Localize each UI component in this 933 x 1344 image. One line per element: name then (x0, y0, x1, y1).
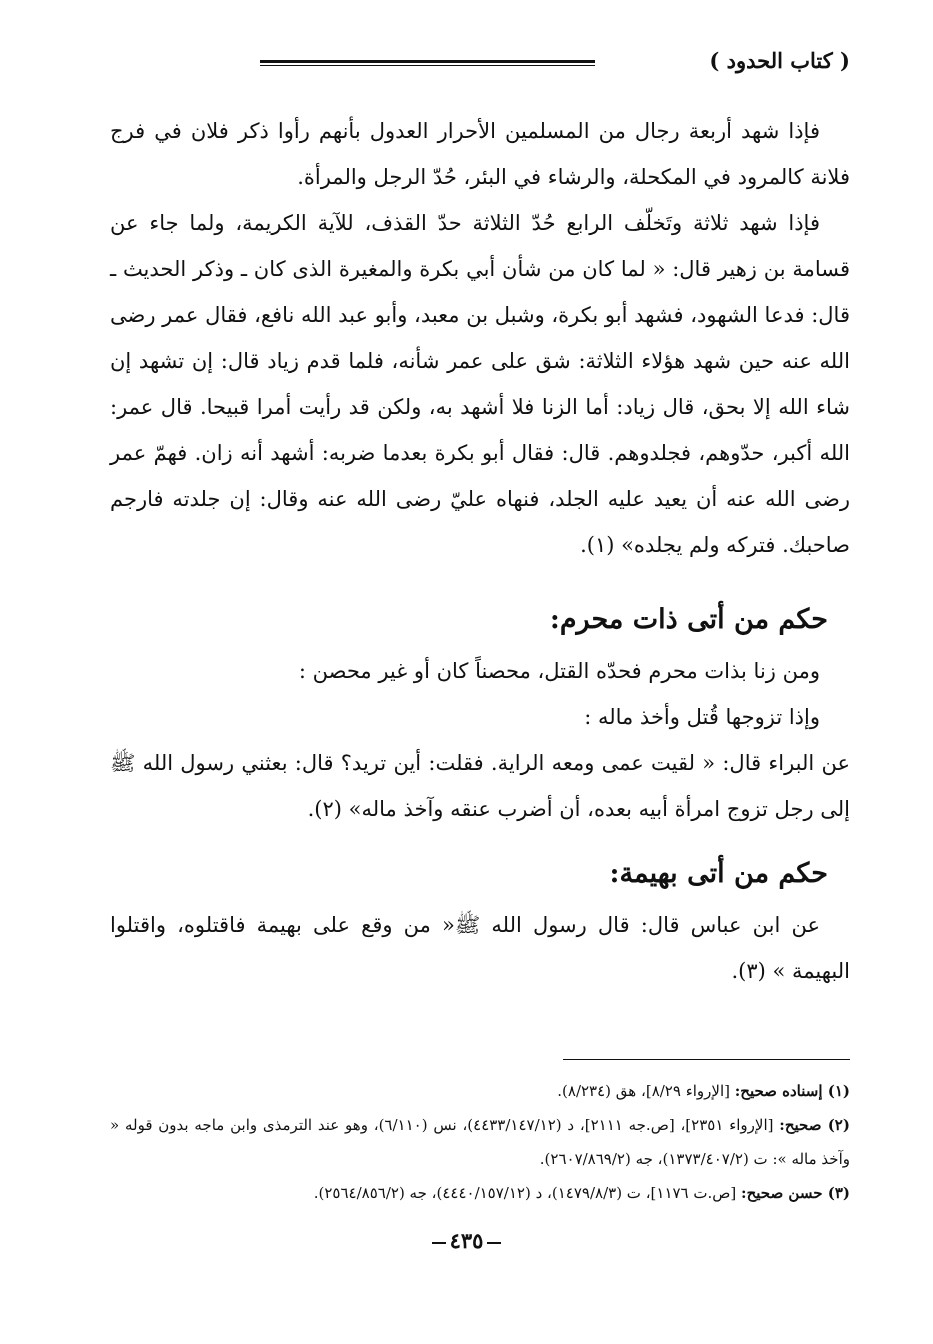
main-text (110, 108, 850, 994)
footnote-label: (٢) صحيح: (779, 1116, 850, 1134)
page-number-dash (432, 1242, 446, 1244)
footnote-text: [الإرواء ٨/٢٩]، هق (٨/٢٣٤). (557, 1082, 735, 1100)
footnote-3 (110, 1176, 850, 1210)
footnote-label: (٣) حسن صحيح: (741, 1184, 850, 1202)
footnote-separator (563, 1059, 850, 1060)
section-heading-dhat-mahram: حكم من أتى ذات محرم: (549, 604, 828, 635)
spacer (110, 832, 850, 846)
page-number-dash (487, 1242, 501, 1244)
footnote-text: [ص.ت ١١٧٦]، ت (١٤٧٩/٨/٣)، د (٤٤٤٠/١٥٧/١٢)، جه (٢٥٦٤/٨٥٦/٢). (313, 1184, 742, 1202)
section-heading-bahima: حكم من أتى بهيمة: (609, 858, 828, 889)
footnote-1 (110, 1074, 850, 1108)
paragraph-4: وإذا تزوجها قُتل وأخذ ماله : (584, 705, 820, 729)
page-header (110, 44, 850, 78)
paragraph-3: ومن زنا بذات محرم فحدّه القتل، محصناً كان أو غير محصن : (298, 659, 820, 683)
chapter-title: ( كتاب الحدود ) (709, 48, 850, 73)
page-number (0, 1228, 933, 1253)
paragraph-1: فإذا شهد أربعة رجال من المسلمين الأحرار العدول بأنهم رأوا ذكر فلان في فرج فلانة كالمرود في المكحلة، والرشاء في البئر، حُدّ الرجل والمرأة. (110, 119, 850, 189)
footnotes (110, 1074, 850, 1210)
footnote-text: [الإرواء ٢٣٥١]، [ص.جه ٢١١١]، د (٤٤٣٣/١٤٧/١٢)، نس (٦/١١٠)، وهو عند الترمذى وابن ماجه بدون قوله « وآخذ ماله »: ت (١٣٧٣/٤٠٧/٢)، جه (٢٦٠٧/٨٦٩/٢). (110, 1116, 850, 1168)
footnote-2 (110, 1108, 850, 1176)
paragraph-5: عن البراء قال: « لقيت عمى ومعه الراية. فقلت: أين تريد؟ قال: بعثني رسول الله ﷺ إلى رجل تزوج امرأة أبيه بعده، أن أضرب عنقه وآخذ ماله» (٢). (110, 751, 850, 821)
footnote-label: (١) إسناده صحيح: (734, 1082, 850, 1100)
page-number-value: ٤٣٥ (449, 1228, 484, 1253)
header-rule (260, 60, 595, 66)
paragraph-6: عن ابن عباس قال: قال رسول الله ﷺ« من وقع على بهيمة فاقتلوه، واقتلوا البهيمة » (٣). (110, 913, 850, 983)
spacer (110, 568, 850, 592)
paragraph-2: فإذا شهد ثلاثة وتَخلّف الرابع حُدّ الثلاثة حدّ القذف، للآية الكريمة، ولما جاء عن قسامة بن زهير قال: « لما كان من شأن أبي بكرة والمغيرة الذى كان ـ وذكر الحديث ـ قال: فدعا الشهود، فشهد أبو بكرة، وشبل بن معبد، وأبو عبد الله نافع، فقال عمر رضى الله عنه حين شهد هؤلاء الثلاثة: شق على عمر شأنه، فلما قدم زياد قال: إن تشهد إن شاء الله إلا بحق، قال زياد: أما الزنا فلا أشهد به، ولكن قد رأيت أمرا قبيحا. قال عمر: الله أكبر، حدّوهم، فجلدوهم. قال: فقال أبو بكرة بعدما ضربه: أشهد أنه زان. فهمّ عمر رضى الله عنه أن يعيد عليه الجلد، فنهاه عليّ رضى الله عنه وقال: إن جلدته فارجم صاحبك. فتركه ولم يجلده» (١). (110, 211, 850, 557)
